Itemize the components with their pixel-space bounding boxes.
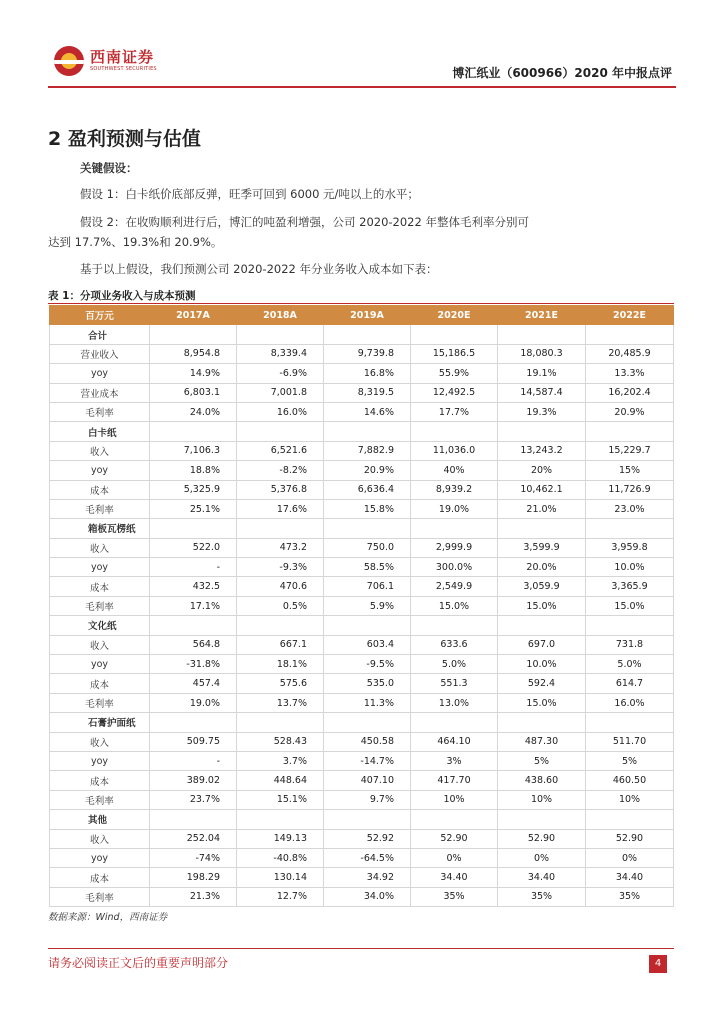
- table-cell: 16,202.4: [586, 383, 674, 402]
- company-logo: [54, 44, 184, 80]
- table-cell: 417.70: [411, 771, 498, 790]
- group-header-row: [50, 325, 674, 344]
- table-cell: 15.8%: [324, 499, 411, 518]
- table-cell: 528.43: [237, 732, 324, 751]
- table-row: [50, 790, 674, 809]
- table-cell: 8,319.5: [324, 383, 411, 402]
- table-cell: 18,080.3: [498, 344, 586, 363]
- table-cell: 23.0%: [586, 499, 674, 518]
- table-cell: 731.8: [586, 635, 674, 654]
- group-header-row: [50, 810, 674, 829]
- table-cell: 40%: [411, 461, 498, 480]
- table-cell: [498, 810, 586, 829]
- table-cell: 58.5%: [324, 558, 411, 577]
- table-cell: -31.8%: [150, 655, 237, 674]
- column-header: 2019A: [324, 306, 411, 325]
- table-cell: 35%: [586, 887, 674, 906]
- table-header-row: [50, 306, 674, 325]
- table-cell: 20.9%: [324, 461, 411, 480]
- table-cell: -14.7%: [324, 751, 411, 770]
- table-cell: 3%: [411, 751, 498, 770]
- table-cell: 3,059.9: [498, 577, 586, 596]
- table-cell: -: [150, 751, 237, 770]
- table-cell: 10,462.1: [498, 480, 586, 499]
- table-cell: [498, 325, 586, 344]
- table-cell: [498, 616, 586, 635]
- table-cell: 15,186.5: [411, 344, 498, 363]
- row-label: yoy: [50, 364, 150, 383]
- table-cell: [150, 616, 237, 635]
- table-cell: 5.0%: [586, 655, 674, 674]
- table-row: [50, 693, 674, 712]
- table-cell: 18.8%: [150, 461, 237, 480]
- table-cell: [586, 422, 674, 441]
- table-cell: [324, 422, 411, 441]
- table-cell: 20%: [498, 461, 586, 480]
- table-cell: [498, 713, 586, 732]
- table-cell: 10%: [411, 790, 498, 809]
- table-cell: 614.7: [586, 674, 674, 693]
- table-cell: 20,485.9: [586, 344, 674, 363]
- table-row: [50, 402, 674, 421]
- table-cell: [237, 810, 324, 829]
- table-cell: [324, 810, 411, 829]
- table-cell: 18.1%: [237, 655, 324, 674]
- table-cell: 10.0%: [498, 655, 586, 674]
- table-cell: [411, 713, 498, 732]
- table-cell: -64.5%: [324, 848, 411, 867]
- table-cell: 14.6%: [324, 402, 411, 421]
- table-cell: 17.6%: [237, 499, 324, 518]
- disclaimer: 请务必阅读正文后的重要声明部分: [48, 956, 229, 970]
- table-cell: 23.7%: [150, 790, 237, 809]
- table-cell: -74%: [150, 848, 237, 867]
- table-cell: 460.50: [586, 771, 674, 790]
- table-cell: 667.1: [237, 635, 324, 654]
- table-cell: 14.9%: [150, 364, 237, 383]
- table-cell: 20.0%: [498, 558, 586, 577]
- table-cell: 5.0%: [411, 655, 498, 674]
- table-cell: 17.7%: [411, 402, 498, 421]
- group-label: 合计: [50, 325, 150, 344]
- row-label: yoy: [50, 655, 150, 674]
- table-cell: [411, 325, 498, 344]
- table-cell: 7,001.8: [237, 383, 324, 402]
- table-cell: 592.4: [498, 674, 586, 693]
- table-cell: 7,106.3: [150, 441, 237, 460]
- table-cell: 6,521.6: [237, 441, 324, 460]
- row-label: 毛利率: [50, 790, 150, 809]
- table-cell: [237, 325, 324, 344]
- table-cell: 19.0%: [150, 693, 237, 712]
- row-label: 毛利率: [50, 499, 150, 518]
- table-cell: [150, 325, 237, 344]
- row-label: 成本: [50, 577, 150, 596]
- table-caption: 表 1：分项业务收入与成本预测: [48, 290, 196, 302]
- table-row: [50, 461, 674, 480]
- table-cell: 13.3%: [586, 364, 674, 383]
- table-cell: 34.40: [498, 868, 586, 887]
- table-cell: 12,492.5: [411, 383, 498, 402]
- header-divider: [48, 86, 676, 88]
- row-label: yoy: [50, 848, 150, 867]
- table-cell: 15.0%: [586, 596, 674, 615]
- table-cell: 21.0%: [498, 499, 586, 518]
- table-cell: [150, 810, 237, 829]
- table-row: [50, 655, 674, 674]
- row-label: yoy: [50, 558, 150, 577]
- table-cell: [237, 616, 324, 635]
- table-cell: 16.0%: [237, 402, 324, 421]
- table-cell: 0.5%: [237, 596, 324, 615]
- table-cell: [324, 713, 411, 732]
- table-cell: 11,036.0: [411, 441, 498, 460]
- table-cell: 551.3: [411, 674, 498, 693]
- table-cell: 35%: [498, 887, 586, 906]
- row-label: 毛利率: [50, 887, 150, 906]
- table-cell: 457.4: [150, 674, 237, 693]
- row-label: 收入: [50, 732, 150, 751]
- table-cell: 8,939.2: [411, 480, 498, 499]
- table-cell: 252.04: [150, 829, 237, 848]
- table-cell: 55.9%: [411, 364, 498, 383]
- table-cell: 20.9%: [586, 402, 674, 421]
- row-label: 收入: [50, 635, 150, 654]
- table-cell: [586, 616, 674, 635]
- table-cell: 432.5: [150, 577, 237, 596]
- assumption-2-line2: 达到 17.7%、19.3%和 20.9%。: [48, 235, 223, 249]
- table-row: [50, 558, 674, 577]
- row-label: 收入: [50, 441, 150, 460]
- table-cell: 407.10: [324, 771, 411, 790]
- table-cell: 11.3%: [324, 693, 411, 712]
- table-row: [50, 848, 674, 867]
- group-header-row: [50, 713, 674, 732]
- table-row: [50, 383, 674, 402]
- table-cell: 7,882.9: [324, 441, 411, 460]
- table-cell: 130.14: [237, 868, 324, 887]
- table-cell: [411, 616, 498, 635]
- group-header-row: [50, 519, 674, 538]
- revenue-cost-forecast-table: [49, 305, 674, 907]
- table-cell: 12.7%: [237, 887, 324, 906]
- table-cell: [237, 713, 324, 732]
- table-cell: 6,636.4: [324, 480, 411, 499]
- table-cell: 0%: [411, 848, 498, 867]
- table-row: [50, 771, 674, 790]
- table-cell: 5,376.8: [237, 480, 324, 499]
- table-cell: 34.40: [586, 868, 674, 887]
- row-label: 营业收入: [50, 344, 150, 363]
- row-label: 毛利率: [50, 596, 150, 615]
- sun-logo-icon: [54, 46, 84, 76]
- table-cell: 24.0%: [150, 402, 237, 421]
- table-cell: 9.7%: [324, 790, 411, 809]
- column-header: 2020E: [411, 306, 498, 325]
- group-label: 石膏护面纸: [50, 713, 150, 732]
- table-cell: 448.64: [237, 771, 324, 790]
- table-cell: 15.0%: [411, 596, 498, 615]
- table-row: [50, 344, 674, 363]
- row-label: 收入: [50, 829, 150, 848]
- page-header: [48, 40, 676, 84]
- table-cell: 52.90: [586, 829, 674, 848]
- report-title: 博汇纸业（600966）2020 年中报点评: [452, 66, 672, 80]
- table-cell: -: [150, 558, 237, 577]
- row-label: 成本: [50, 674, 150, 693]
- row-label: 营业成本: [50, 383, 150, 402]
- table-row: [50, 441, 674, 460]
- table-cell: 35%: [411, 887, 498, 906]
- logo-text: 西南证券: [90, 48, 155, 66]
- table-cell: [237, 519, 324, 538]
- table-cell: [150, 713, 237, 732]
- table-cell: 21.3%: [150, 887, 237, 906]
- table-cell: [586, 325, 674, 344]
- table-cell: 509.75: [150, 732, 237, 751]
- table-cell: 3,365.9: [586, 577, 674, 596]
- conclusion-text: 基于以上假设，我们预测公司 2020-2022 年分业务收入成本如下表：: [80, 262, 438, 276]
- table-cell: 9,739.8: [324, 344, 411, 363]
- table-cell: 16.0%: [586, 693, 674, 712]
- table-cell: 15.0%: [498, 693, 586, 712]
- table-cell: -6.9%: [237, 364, 324, 383]
- table-cell: 34.0%: [324, 887, 411, 906]
- table-cell: 2,549.9: [411, 577, 498, 596]
- table-cell: [150, 519, 237, 538]
- table-row: [50, 596, 674, 615]
- table-cell: 473.2: [237, 538, 324, 557]
- table-cell: 603.4: [324, 635, 411, 654]
- table-cell: 575.6: [237, 674, 324, 693]
- table-cell: -40.8%: [237, 848, 324, 867]
- row-label: yoy: [50, 461, 150, 480]
- caption-divider: [48, 303, 674, 304]
- table-cell: 5,325.9: [150, 480, 237, 499]
- table-cell: 697.0: [498, 635, 586, 654]
- group-label: 文化纸: [50, 616, 150, 635]
- table-cell: 10%: [498, 790, 586, 809]
- table-cell: 6,803.1: [150, 383, 237, 402]
- group-label: 其他: [50, 810, 150, 829]
- table-cell: 2,999.9: [411, 538, 498, 557]
- row-label: 成本: [50, 771, 150, 790]
- table-cell: 15%: [586, 461, 674, 480]
- table-cell: [411, 422, 498, 441]
- page-number: 4: [649, 955, 667, 973]
- table-cell: 13.7%: [237, 693, 324, 712]
- table-cell: -8.2%: [237, 461, 324, 480]
- table-cell: 34.40: [411, 868, 498, 887]
- table-cell: [586, 713, 674, 732]
- table-cell: 13.0%: [411, 693, 498, 712]
- table-cell: 564.8: [150, 635, 237, 654]
- column-header: 2022E: [586, 306, 674, 325]
- table-cell: 633.6: [411, 635, 498, 654]
- table-cell: 149.13: [237, 829, 324, 848]
- assumption-2-line1: 假设 2：在收购顺利进行后，博汇的吨盈利增强，公司 2020-2022 年整体毛利率分别可: [80, 215, 529, 229]
- table-cell: 16.8%: [324, 364, 411, 383]
- table-row: [50, 480, 674, 499]
- table-row: [50, 829, 674, 848]
- data-source: 数据来源：Wind，西南证券: [48, 912, 168, 923]
- table-cell: 52.92: [324, 829, 411, 848]
- group-label: 箱板瓦楞纸: [50, 519, 150, 538]
- table-cell: [324, 616, 411, 635]
- table-cell: 706.1: [324, 577, 411, 596]
- table-cell: 464.10: [411, 732, 498, 751]
- table-cell: 0%: [498, 848, 586, 867]
- table-cell: 5.9%: [324, 596, 411, 615]
- table-cell: 3,959.8: [586, 538, 674, 557]
- table-cell: 25.1%: [150, 499, 237, 518]
- group-header-row: [50, 616, 674, 635]
- table-cell: 10.0%: [586, 558, 674, 577]
- table-cell: [586, 519, 674, 538]
- table-cell: 8,339.4: [237, 344, 324, 363]
- table-cell: -9.5%: [324, 655, 411, 674]
- table-cell: 52.90: [411, 829, 498, 848]
- table-row: [50, 868, 674, 887]
- table-cell: 3,599.9: [498, 538, 586, 557]
- table-cell: 13,243.2: [498, 441, 586, 460]
- row-label: 毛利率: [50, 402, 150, 421]
- table-cell: 17.1%: [150, 596, 237, 615]
- table-cell: 5%: [586, 751, 674, 770]
- table-cell: [586, 810, 674, 829]
- assumptions-label: 关键假设：: [80, 161, 138, 175]
- group-header-row: [50, 422, 674, 441]
- table-row: [50, 732, 674, 751]
- table-row: [50, 635, 674, 654]
- table-cell: 470.6: [237, 577, 324, 596]
- assumption-1: 假设 1：白卡纸价底部反弹，旺季可回到 6000 元/吨以上的水平；: [80, 187, 419, 201]
- table-cell: [498, 519, 586, 538]
- group-label: 白卡纸: [50, 422, 150, 441]
- table-cell: 535.0: [324, 674, 411, 693]
- table-cell: 511.70: [586, 732, 674, 751]
- table-cell: [411, 810, 498, 829]
- table-cell: [498, 422, 586, 441]
- column-header: 2021E: [498, 306, 586, 325]
- table-cell: 19.1%: [498, 364, 586, 383]
- row-label: 毛利率: [50, 693, 150, 712]
- table-row: [50, 887, 674, 906]
- table-cell: 11,726.9: [586, 480, 674, 499]
- logo-subtext: SOUTHWEST SECURITIES: [90, 66, 157, 72]
- table-cell: 5%: [498, 751, 586, 770]
- row-label: 成本: [50, 868, 150, 887]
- table-cell: 15.1%: [237, 790, 324, 809]
- table-cell: 0%: [586, 848, 674, 867]
- table-cell: [324, 325, 411, 344]
- table-cell: 3.7%: [237, 751, 324, 770]
- table-row: [50, 674, 674, 693]
- column-header: 百万元: [50, 306, 150, 325]
- table-cell: 19.0%: [411, 499, 498, 518]
- table-row: [50, 364, 674, 383]
- table-row: [50, 577, 674, 596]
- table-row: [50, 538, 674, 557]
- table-cell: -9.3%: [237, 558, 324, 577]
- table-cell: 34.92: [324, 868, 411, 887]
- table-cell: 198.29: [150, 868, 237, 887]
- table-cell: [324, 519, 411, 538]
- footer-divider: [48, 948, 674, 949]
- row-label: 收入: [50, 538, 150, 557]
- table-cell: 19.3%: [498, 402, 586, 421]
- table-row: [50, 751, 674, 770]
- table-cell: 15,229.7: [586, 441, 674, 460]
- row-label: yoy: [50, 751, 150, 770]
- table-cell: 15.0%: [498, 596, 586, 615]
- table-cell: 522.0: [150, 538, 237, 557]
- table-cell: 14,587.4: [498, 383, 586, 402]
- table-cell: 52.90: [498, 829, 586, 848]
- column-header: 2018A: [237, 306, 324, 325]
- column-header: 2017A: [150, 306, 237, 325]
- table-cell: 438.60: [498, 771, 586, 790]
- table-cell: [237, 422, 324, 441]
- table-row: [50, 499, 674, 518]
- row-label: 成本: [50, 480, 150, 499]
- table-cell: [411, 519, 498, 538]
- section-title: 2 盈利预测与估值: [48, 128, 201, 150]
- table-cell: 750.0: [324, 538, 411, 557]
- table-cell: 300.0%: [411, 558, 498, 577]
- table-cell: 389.02: [150, 771, 237, 790]
- table-cell: [150, 422, 237, 441]
- table-cell: 487.30: [498, 732, 586, 751]
- table-cell: 10%: [586, 790, 674, 809]
- table-cell: 8,954.8: [150, 344, 237, 363]
- table-cell: 450.58: [324, 732, 411, 751]
